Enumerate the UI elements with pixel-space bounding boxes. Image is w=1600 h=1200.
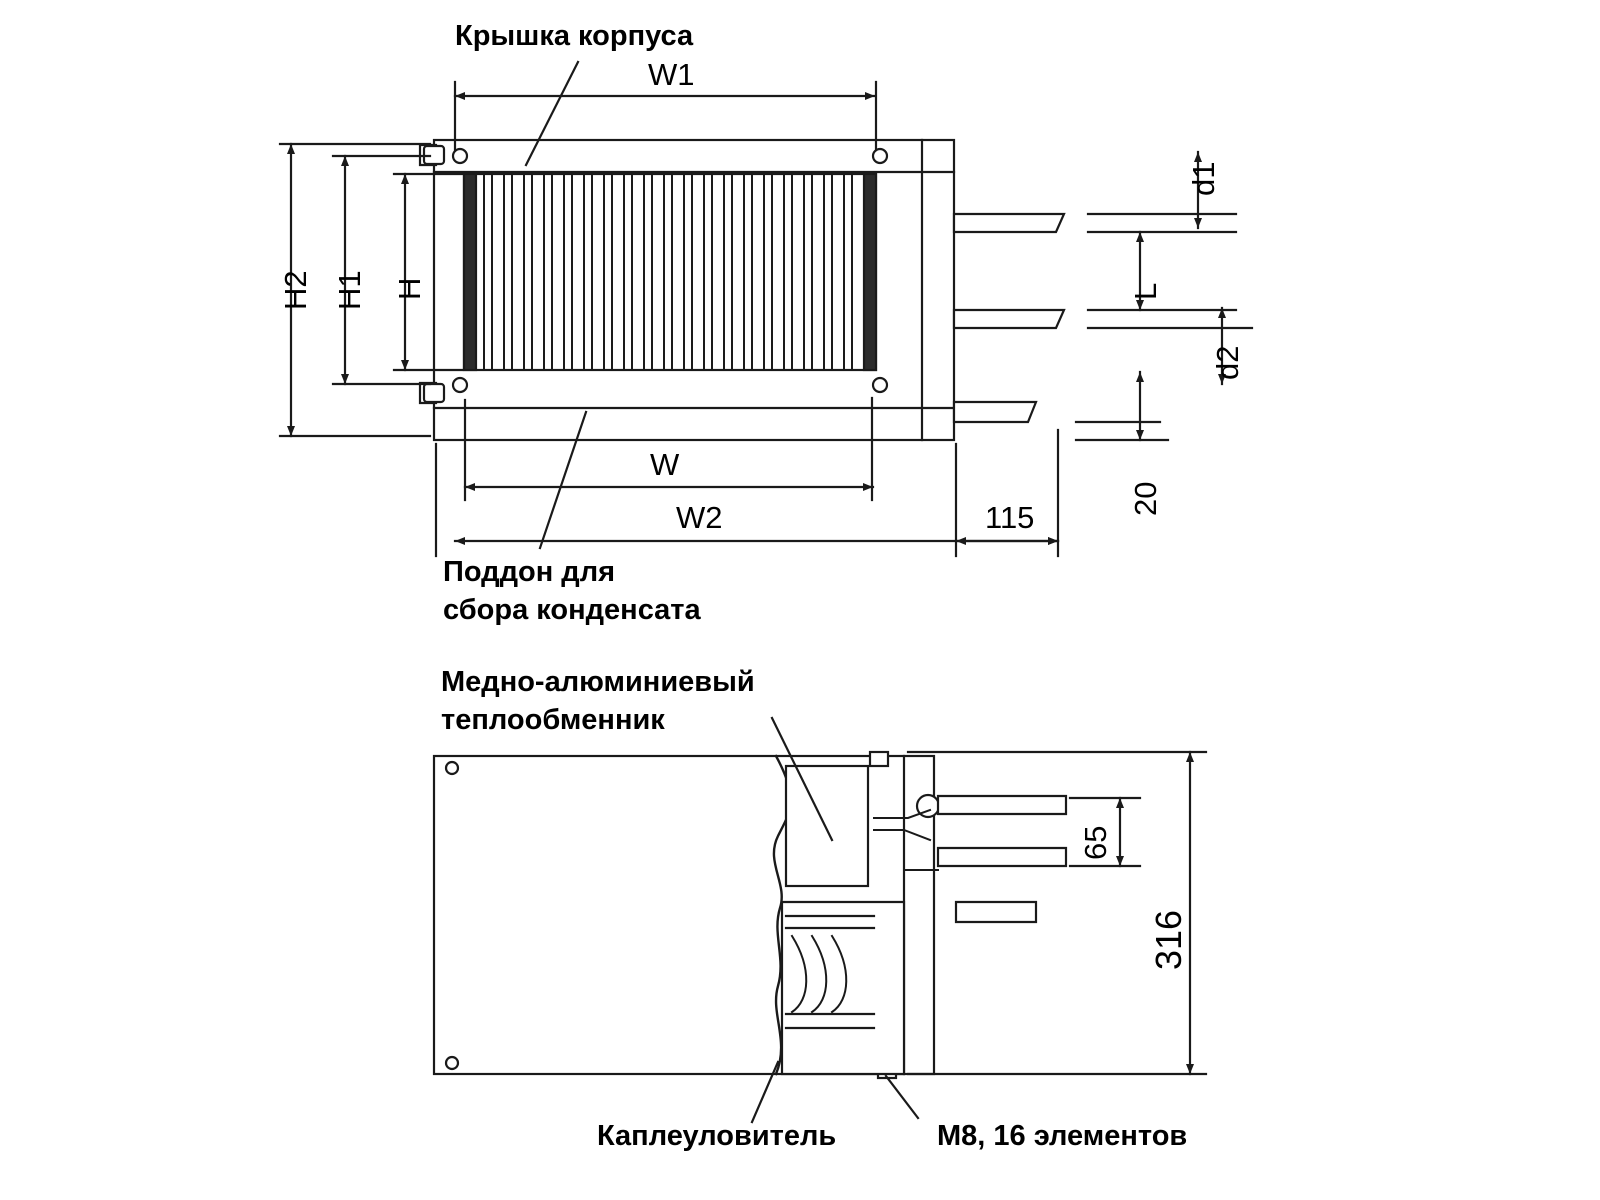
dim-h: H: [392, 277, 427, 300]
dim-316: 316: [1148, 909, 1189, 970]
callout-droplet-separator: Каплеуловитель: [597, 1120, 837, 1152]
dim-65: 65: [1078, 825, 1113, 860]
dim-w1: W1: [648, 57, 695, 92]
dim-l: L: [1128, 282, 1163, 300]
callout-condensate-tray: Поддон для сбора конденсата: [443, 556, 701, 626]
dim-h1: H1: [332, 270, 367, 310]
dim-h2: H2: [278, 270, 313, 310]
dim-115: 115: [985, 500, 1035, 535]
dim-20: 20: [1128, 481, 1163, 516]
callout-m8-elements: M8, 16 элементов: [937, 1120, 1188, 1152]
dim-d2: d2: [1210, 345, 1245, 380]
callout-housing-cover: Крышка корпуса: [455, 20, 694, 52]
dim-w: W: [650, 447, 680, 482]
dim-d1: d1: [1186, 161, 1221, 196]
callout-heat-exchanger: Медно-алюминиевый теплообменник: [441, 666, 755, 736]
dim-w2: W2: [676, 500, 723, 535]
